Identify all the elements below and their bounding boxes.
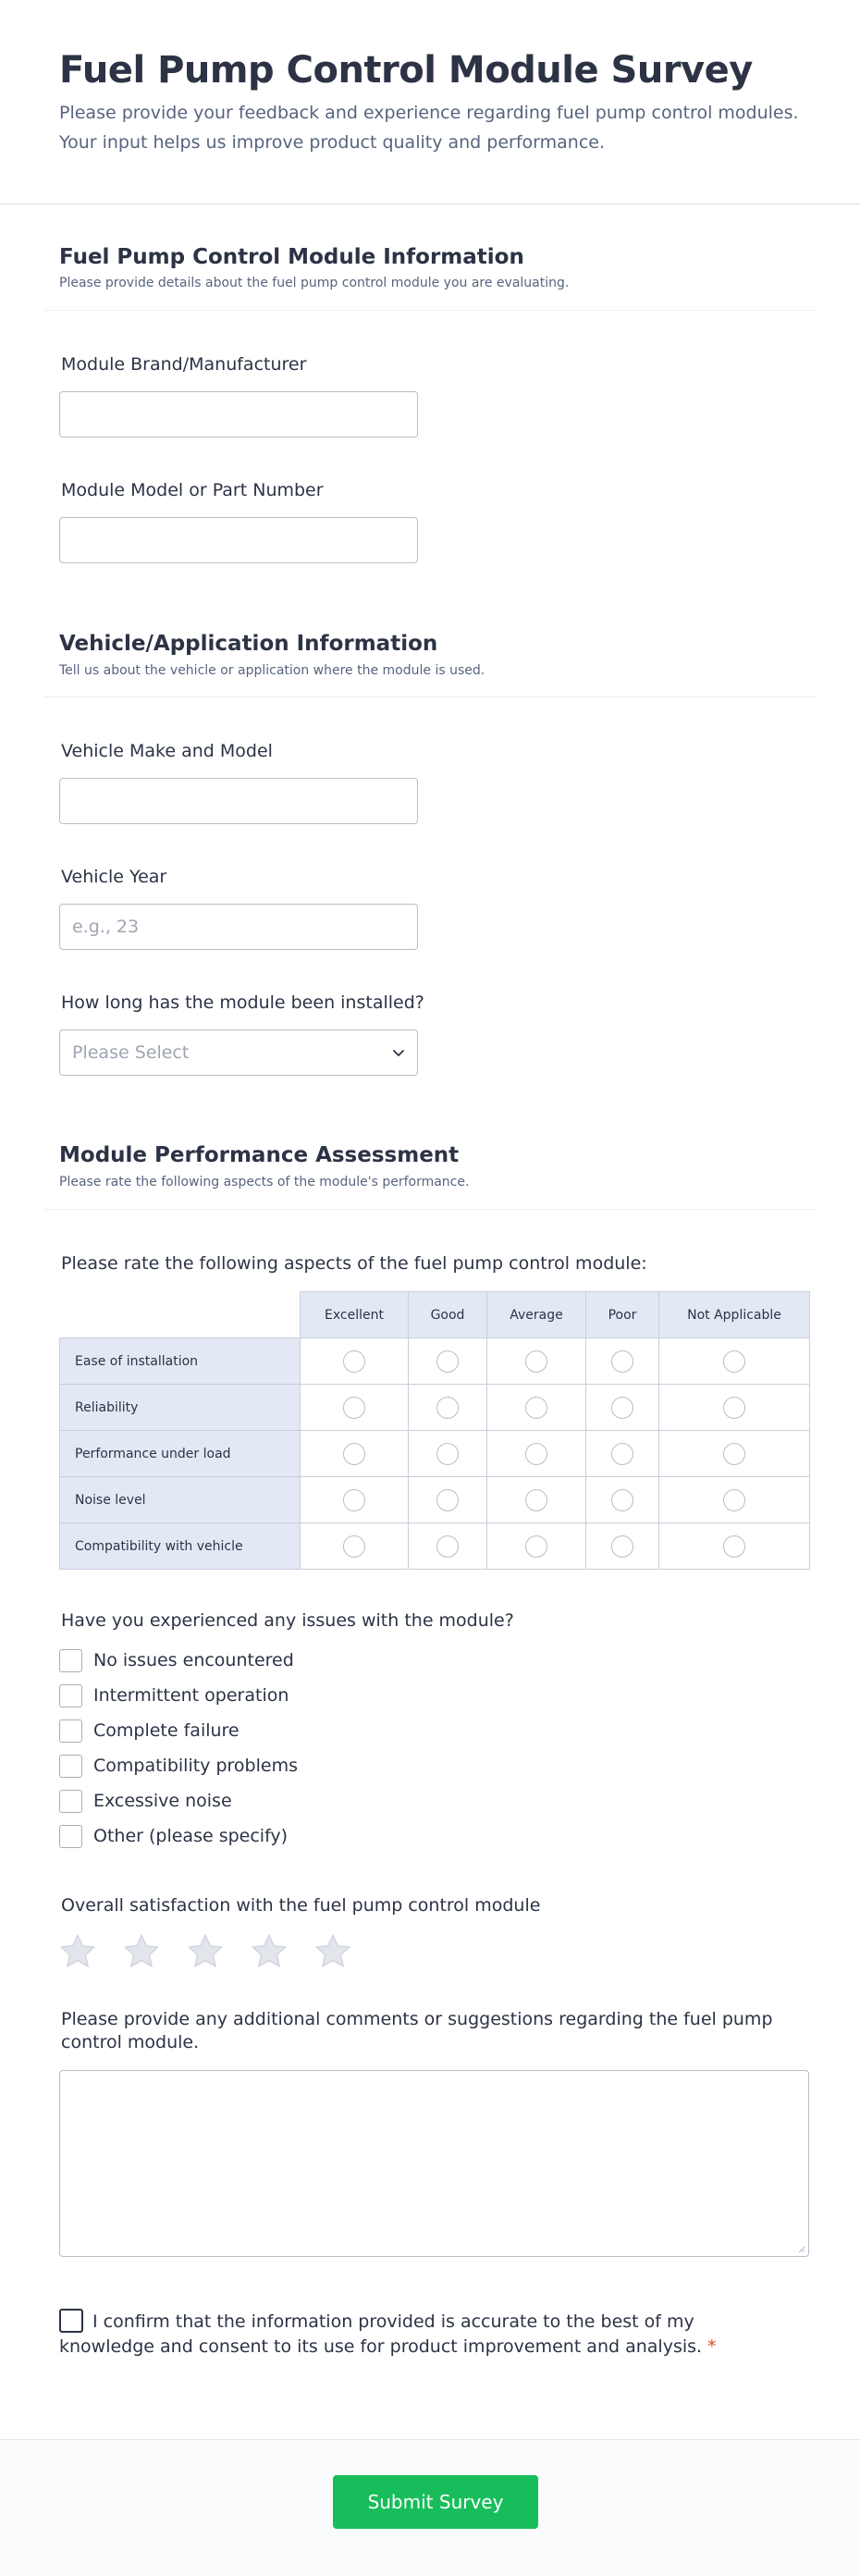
checkbox[interactable] <box>59 1790 82 1813</box>
checkbox[interactable] <box>59 1719 82 1743</box>
radio-button[interactable] <box>343 1397 365 1419</box>
section-desc-module-info: Please provide details about the fuel pump control module you are evaluating. <box>59 276 570 290</box>
model-label: Module Model or Part Number <box>61 480 324 500</box>
matrix-row <box>60 1431 810 1477</box>
chevron-down-icon <box>392 1046 405 1059</box>
radio-button[interactable] <box>343 1350 365 1373</box>
issue-option-label: Excessive noise <box>93 1791 232 1811</box>
required-marker: * <box>707 2336 717 2357</box>
radio-button[interactable] <box>436 1535 459 1558</box>
comments-textarea[interactable] <box>59 2070 809 2257</box>
vehicle-make-label: Vehicle Make and Model <box>61 741 273 761</box>
section-title-module-info: Fuel Pump Control Module Information <box>59 245 524 269</box>
checkbox[interactable] <box>59 1684 82 1707</box>
issue-option[interactable] <box>59 1824 288 1848</box>
matrix-row <box>60 1385 810 1431</box>
radio-button[interactable] <box>611 1535 633 1558</box>
radio-button[interactable] <box>343 1443 365 1465</box>
satisfaction-question-label: Overall satisfaction with the fuel pump control module <box>61 1895 541 1916</box>
radio-button[interactable] <box>525 1489 547 1511</box>
matrix-col-excellent: Excellent <box>301 1292 409 1338</box>
section-desc-performance: Please rate the following aspects of the module's performance. <box>59 1175 470 1189</box>
radio-button[interactable] <box>343 1489 365 1511</box>
issue-option-label: Compatibility problems <box>93 1756 298 1776</box>
rating-matrix <box>59 1291 810 1570</box>
consent-text: I confirm that the information provided is accurate to the best of my knowledge and consent to its use for product improvement and analysis. <box>59 2311 703 2357</box>
star-icon[interactable] <box>249 1931 289 1972</box>
radio-button[interactable] <box>436 1489 459 1511</box>
section-divider <box>44 1209 816 1210</box>
radio-button[interactable] <box>611 1489 633 1511</box>
section-divider <box>44 696 816 697</box>
radio-button[interactable] <box>525 1535 547 1558</box>
radio-button[interactable] <box>723 1489 745 1511</box>
matrix-row-label: Ease of installation <box>60 1338 301 1385</box>
radio-button[interactable] <box>723 1535 745 1558</box>
star-icon[interactable] <box>57 1931 98 1972</box>
form-header <box>0 0 860 204</box>
radio-button[interactable] <box>723 1443 745 1465</box>
matrix-row-label: Reliability <box>60 1385 301 1431</box>
install-duration-selected: Please Select <box>72 1042 190 1063</box>
issue-option-label: No issues encountered <box>93 1650 294 1670</box>
matrix-col-not-applicable: Not Applicable <box>659 1292 810 1338</box>
issue-option-label: Other (please specify) <box>93 1826 289 1846</box>
radio-button[interactable] <box>343 1535 365 1558</box>
consent-row <box>59 2309 790 2360</box>
radio-button[interactable] <box>436 1443 459 1465</box>
radio-button[interactable] <box>611 1350 633 1373</box>
page-title: Fuel Pump Control Module Survey <box>59 49 753 92</box>
radio-button[interactable] <box>611 1397 633 1419</box>
issue-option-label: Intermittent operation <box>93 1685 289 1706</box>
brand-label: Module Brand/Manufacturer <box>61 354 307 375</box>
matrix-row-label: Performance under load <box>60 1431 301 1477</box>
install-duration-select[interactable] <box>59 1029 418 1076</box>
radio-button[interactable] <box>436 1350 459 1373</box>
star-icon[interactable] <box>185 1931 226 1972</box>
radio-button[interactable] <box>611 1443 633 1465</box>
issues-question-label: Have you experienced any issues with the module? <box>61 1610 514 1631</box>
matrix-corner <box>60 1292 301 1338</box>
radio-button[interactable] <box>723 1397 745 1419</box>
comments-question-label: Please provide any additional comments or suggestions regarding the fuel pump control module. <box>61 2009 773 2052</box>
issue-option[interactable] <box>59 1683 289 1707</box>
matrix-row-label: Compatibility with vehicle <box>60 1523 301 1570</box>
checkbox[interactable] <box>59 1755 82 1778</box>
issue-option[interactable] <box>59 1754 298 1778</box>
form-footer <box>0 2439 860 2576</box>
section-title-performance: Module Performance Assessment <box>59 1143 460 1167</box>
section-desc-vehicle-info: Tell us about the vehicle or application where the module is used. <box>59 663 485 678</box>
checkbox[interactable] <box>59 1649 82 1672</box>
section-title-vehicle-info: Vehicle/Application Information <box>59 632 438 656</box>
vehicle-year-label: Vehicle Year <box>61 867 167 887</box>
matrix-col-good: Good <box>409 1292 487 1338</box>
issue-option-label: Complete failure <box>93 1720 240 1741</box>
vehicle-year-input[interactable] <box>59 904 418 950</box>
radio-button[interactable] <box>723 1350 745 1373</box>
matrix-col-poor: Poor <box>586 1292 659 1338</box>
radio-button[interactable] <box>525 1350 547 1373</box>
vehicle-make-input[interactable] <box>59 778 418 824</box>
resize-grip-icon[interactable] <box>796 2244 805 2253</box>
issue-option[interactable] <box>59 1648 294 1672</box>
matrix-row <box>60 1477 810 1523</box>
brand-input[interactable] <box>59 391 418 438</box>
install-duration-label: How long has the module been installed? <box>61 992 424 1013</box>
matrix-header-row <box>60 1292 810 1338</box>
page-subtitle: Please provide your feedback and experience regarding fuel pump control modules. Your input helps us improve product quality and performance. <box>59 103 799 153</box>
consent-checkbox[interactable] <box>59 2309 83 2333</box>
submit-button[interactable]: Submit Survey <box>333 2475 538 2529</box>
checkbox[interactable] <box>59 1825 82 1848</box>
radio-button[interactable] <box>525 1397 547 1419</box>
star-icon[interactable] <box>121 1931 162 1972</box>
radio-button[interactable] <box>436 1397 459 1419</box>
star-icon[interactable] <box>313 1931 353 1972</box>
matrix-row <box>60 1523 810 1570</box>
issue-option[interactable] <box>59 1789 232 1813</box>
matrix-col-average: Average <box>487 1292 586 1338</box>
section-divider <box>44 310 816 311</box>
star-rating <box>57 1931 376 1972</box>
issue-option[interactable] <box>59 1719 240 1743</box>
matrix-question-label: Please rate the following aspects of the fuel pump control module: <box>61 1253 647 1274</box>
model-input[interactable] <box>59 517 418 563</box>
radio-button[interactable] <box>525 1443 547 1465</box>
matrix-row-label: Noise level <box>60 1477 301 1523</box>
matrix-row <box>60 1338 810 1385</box>
